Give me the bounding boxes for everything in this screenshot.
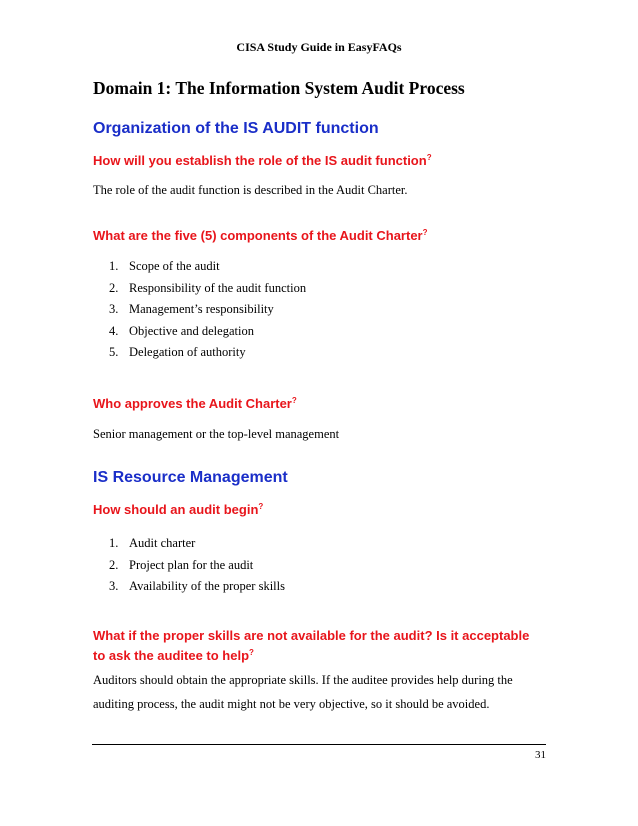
list-item [109,321,306,343]
page-number: 31 [535,749,546,761]
question-mark: ? [249,648,254,657]
section-heading-resource-management: IS Resource Management [93,469,288,486]
question-text: Who approves the Audit Charter [93,396,292,411]
question-role-of-audit-function [93,153,432,168]
question-text: What are the five (5) components of the Audit Charter [93,228,423,243]
list-item [109,256,306,278]
list-item-text: Delegation of authority [129,345,246,359]
list-item-number: 1. [109,536,119,550]
audit-begin-list [109,533,285,598]
list-item [109,576,285,598]
question-text: How should an audit begin [93,502,259,517]
question-mark: ? [422,228,428,237]
answer-proper-skills: Auditors should obtain the appropriate skills. If the auditee provides help during the auditing process, the audit might not be very objective, so it should be avoided. [93,673,513,711]
question-audit-begin [93,502,263,517]
list-item-text: Objective and delegation [129,323,254,338]
question-proper-skills [93,627,543,664]
components-list [109,256,306,364]
domain-title: Domain 1: The Information System Audit Process [93,78,465,98]
list-item-text: Responsibility of the audit function [129,280,307,295]
answer-role-of-audit-function: The role of the audit function is described in the Audit Charter. [93,183,408,197]
list-item [109,342,306,364]
question-mark: ? [426,153,432,162]
list-item [109,299,306,321]
list-item-text: Availability of the proper skills [129,579,285,593]
list-item-number: 2. [109,280,119,295]
list-item-number: 4. [109,323,119,338]
section-heading-organization: Organization of the IS AUDIT function [93,120,379,137]
running-header: CISA Study Guide in EasyFAQs [236,40,402,54]
list-item-number: 1. [109,259,119,273]
question-text: What if the proper skills are not available for the audit? Is it acceptable to ask the auditee to help [93,628,530,663]
question-who-approves [93,396,297,411]
list-item-number: 5. [109,345,119,359]
list-item-number: 3. [109,579,119,593]
footer-divider [92,744,546,745]
question-text: How will you establish the role of the IS audit function [93,153,427,168]
question-five-components [93,228,428,243]
question-mark: ? [258,502,264,511]
answer-who-approves: Senior management or the top-level management [93,427,340,441]
list-item-text: Scope of the audit [129,259,220,273]
list-item-text: Management’s responsibility [129,302,274,316]
list-item-text: Audit charter [129,536,196,550]
list-item-number: 2. [109,557,119,572]
list-item-number: 3. [109,302,119,316]
list-item-text: Project plan for the audit [129,557,254,572]
list-item [109,533,285,555]
list-item [109,278,306,300]
question-mark: ? [291,396,297,405]
list-item [109,555,285,577]
